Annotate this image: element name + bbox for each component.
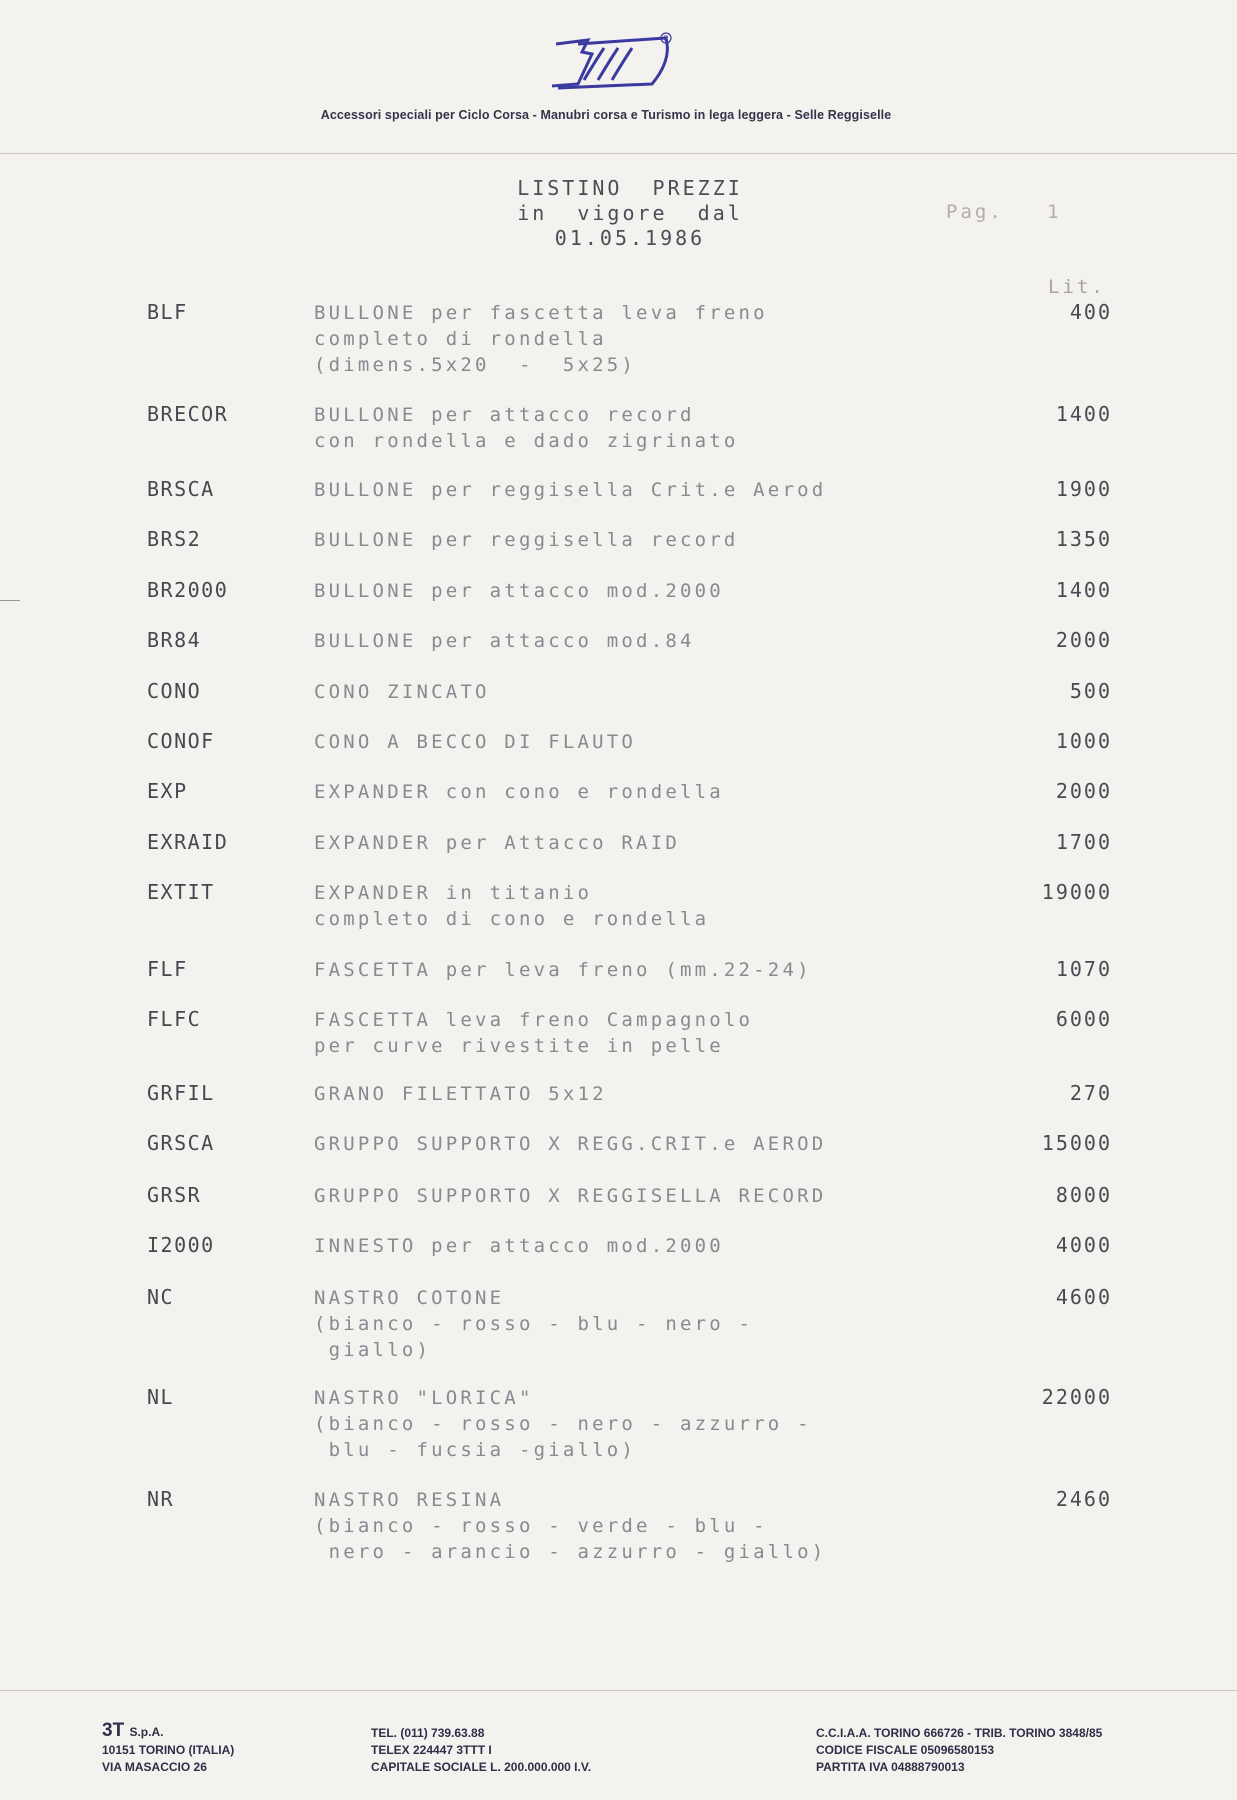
description-line: completo di rondella <box>314 328 607 350</box>
item-description <box>314 628 874 654</box>
item-code: NR <box>147 1487 175 1511</box>
item-code: GRSCA <box>147 1131 215 1155</box>
item-price: 1700 <box>1055 830 1112 854</box>
item-code: EXP <box>147 779 188 803</box>
description-line: GRUPPO SUPPORTO X REGGISELLA RECORD <box>314 1185 827 1207</box>
header-divider <box>0 153 1237 154</box>
title-date: 01.05.1986 <box>554 226 706 250</box>
description-line: EXPANDER per Attacco RAID <box>314 832 680 854</box>
item-price: 1400 <box>1055 578 1112 602</box>
item-description <box>314 477 874 503</box>
description-line: (dimens.5x20 - 5x25) <box>314 354 637 376</box>
footer-company <box>102 1721 234 1776</box>
description-line: GRANO FILETTATO 5x12 <box>314 1083 607 1105</box>
fold-mark <box>0 600 20 601</box>
item-code: FLFC <box>147 1007 202 1031</box>
company-telephone: TEL. (011) 739.63.88 <box>371 1726 485 1740</box>
description-line: nero - arancio - azzurro - giallo) <box>314 1541 827 1563</box>
description-line: completo di cono e rondella <box>314 908 710 930</box>
item-code: CONOF <box>147 729 215 753</box>
item-code: CONO <box>147 679 202 703</box>
description-line: CONO ZINCATO <box>314 681 490 703</box>
item-code: BR84 <box>147 628 202 652</box>
page-number: Pag. 1 <box>946 201 1062 223</box>
item-price: 1400 <box>1055 402 1112 426</box>
company-logo <box>548 30 673 96</box>
company-address-city: 10151 TORINO (ITALIA) <box>102 1743 235 1757</box>
item-price: 1900 <box>1055 477 1112 501</box>
item-description <box>314 1487 874 1565</box>
item-code: BR2000 <box>147 578 229 602</box>
item-code: FLF <box>147 957 188 981</box>
title-validity: in vigore dal <box>517 201 743 225</box>
description-line: NASTRO RESINA <box>314 1489 505 1511</box>
item-description <box>314 1183 874 1209</box>
description-line: NASTRO "LORICA" <box>314 1387 534 1409</box>
item-price: 22000 <box>1041 1385 1112 1409</box>
item-description <box>314 1285 874 1363</box>
company-name <box>102 1721 234 1742</box>
company-partita-iva: PARTITA IVA 04888790013 <box>816 1760 965 1774</box>
description-line: per curve rivestite in pelle <box>314 1035 724 1057</box>
description-line: giallo) <box>314 1339 432 1361</box>
item-description <box>314 1233 874 1259</box>
title-line: LISTINO PREZZI <box>517 176 743 200</box>
footer-registration <box>816 1725 1102 1776</box>
item-description <box>314 578 874 604</box>
item-price: 2460 <box>1055 1487 1112 1511</box>
item-price: 1350 <box>1055 527 1112 551</box>
description-line: (bianco - rosso - blu - nero - <box>314 1313 754 1335</box>
description-line: EXPANDER con cono e rondella <box>314 781 724 803</box>
description-line: EXPANDER in titanio <box>314 882 593 904</box>
company-telex: TELEX 224447 3TTT I <box>371 1743 492 1757</box>
item-description <box>314 779 874 805</box>
item-code: BRS2 <box>147 527 202 551</box>
company-suffix: S.p.A. <box>129 1725 164 1739</box>
footer-contacts <box>371 1725 591 1776</box>
item-price: 1070 <box>1055 957 1112 981</box>
item-price: 4600 <box>1055 1285 1112 1309</box>
description-line: GRUPPO SUPPORTO X REGG.CRIT.e AEROD <box>314 1133 827 1155</box>
item-description <box>314 1081 874 1107</box>
item-price: 2000 <box>1055 779 1112 803</box>
item-description <box>314 1385 874 1463</box>
item-code: EXTIT <box>147 880 215 904</box>
item-code: BRSCA <box>147 477 215 501</box>
item-price: 6000 <box>1055 1007 1112 1031</box>
company-address-street: VIA MASACCIO 26 <box>102 1760 207 1774</box>
item-price: 2000 <box>1055 628 1112 652</box>
description-line: con rondella e dado zigrinato <box>314 430 739 452</box>
item-description <box>314 402 874 454</box>
item-description <box>314 830 874 856</box>
item-description <box>314 679 874 705</box>
item-price: 1000 <box>1055 729 1112 753</box>
item-price: 15000 <box>1041 1131 1112 1155</box>
item-price: 500 <box>1069 679 1112 703</box>
item-code: GRSR <box>147 1183 202 1207</box>
item-price: 4000 <box>1055 1233 1112 1257</box>
item-description <box>314 729 874 755</box>
item-price: 8000 <box>1055 1183 1112 1207</box>
item-price: 400 <box>1069 300 1112 324</box>
description-line: (bianco - rosso - nero - azzurro - <box>314 1413 812 1435</box>
company-tagline: Accessori speciali per Ciclo Corsa - Manubri corsa e Turismo in lega leggera - Selle Reggiselle <box>320 108 892 122</box>
description-line: CONO A BECCO DI FLAUTO <box>314 731 637 753</box>
description-line: BULLONE per reggisella record <box>314 529 739 551</box>
price-list-title <box>470 176 790 251</box>
footer-divider <box>0 1690 1237 1691</box>
description-line: (bianco - rosso - verde - blu - <box>314 1515 768 1537</box>
company-capital: CAPITALE SOCIALE L. 200.000.000 I.V. <box>371 1760 592 1774</box>
item-price: 270 <box>1069 1081 1112 1105</box>
description-line: FASCETTA leva freno Campagnolo <box>314 1009 754 1031</box>
item-code: NL <box>147 1385 175 1409</box>
description-line: BULLONE per reggisella Crit.e Aerod <box>314 479 827 501</box>
item-description <box>314 1131 874 1157</box>
svg-text:R: R <box>663 35 669 43</box>
item-description <box>314 880 874 932</box>
description-line: BULLONE per attacco record <box>314 404 695 426</box>
item-code: BLF <box>147 300 188 324</box>
company-cciaa: C.C.I.A.A. TORINO 666726 - TRIB. TORINO 3848/85 <box>816 1726 1103 1740</box>
item-description <box>314 957 874 983</box>
item-code: I2000 <box>147 1233 215 1257</box>
item-description <box>314 300 874 378</box>
item-price: 19000 <box>1041 880 1112 904</box>
company-codice-fiscale: CODICE FISCALE 05096580153 <box>816 1743 995 1757</box>
currency-label: Lit. <box>1048 276 1106 298</box>
item-code: NC <box>147 1285 175 1309</box>
description-line: FASCETTA per leva freno (mm.22-24) <box>314 959 812 981</box>
description-line: INNESTO per attacco mod.2000 <box>314 1235 724 1257</box>
company-name-text: 3T <box>102 1720 125 1741</box>
item-code: GRFIL <box>147 1081 215 1105</box>
description-line: BULLONE per attacco mod.2000 <box>314 580 724 602</box>
description-line: BULLONE per attacco mod.84 <box>314 630 695 652</box>
item-description <box>314 1007 874 1059</box>
description-line: NASTRO COTONE <box>314 1287 505 1309</box>
item-code: BRECOR <box>147 402 229 426</box>
description-line: blu - fucsia -giallo) <box>314 1439 637 1461</box>
item-code: EXRAID <box>147 830 229 854</box>
item-description <box>314 527 874 553</box>
description-line: BULLONE per fascetta leva freno <box>314 302 768 324</box>
